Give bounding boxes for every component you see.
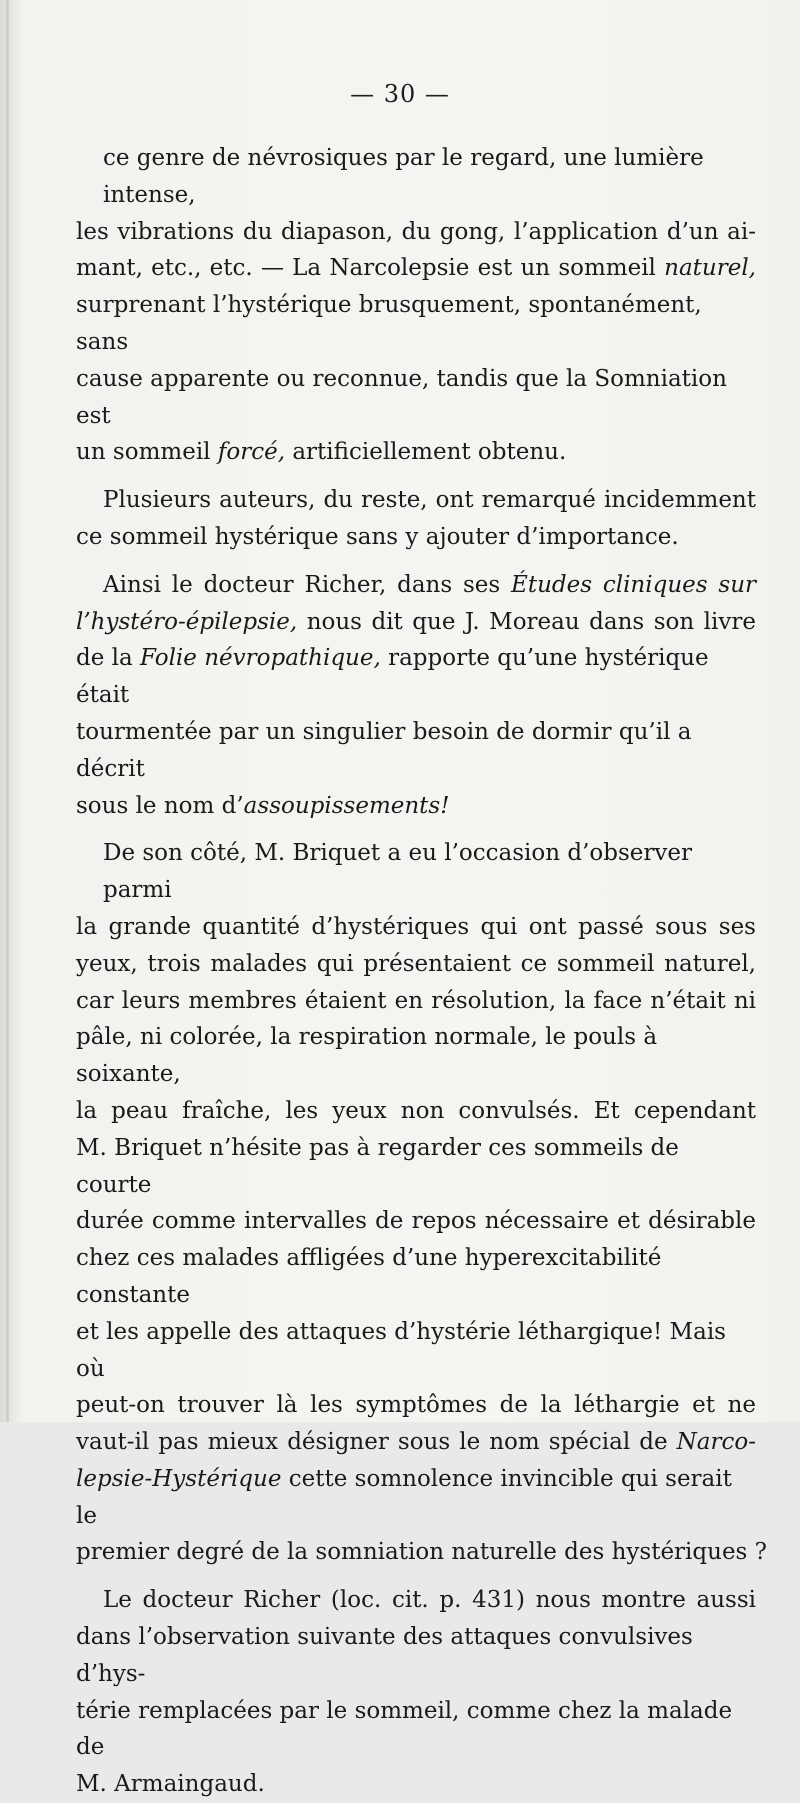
text-line [76, 567, 756, 604]
body-text [76, 140, 767, 1803]
text-line [76, 835, 756, 909]
text-line [76, 1766, 756, 1803]
text-line [76, 1314, 756, 1388]
text-segment: vaut-il pas mieux désigner sous le nom spécial de [76, 1429, 677, 1456]
text-segment: et les appelle des attaques d’hystérie léthargique! Mais où [76, 1318, 726, 1382]
text-segment: ce genre de névrosiques par le regard, une lumière intense, [103, 145, 704, 208]
text-line [76, 1019, 756, 1093]
text-segment: tourmentée par un singulier besoin de dormir qu’il a décrit [76, 718, 692, 782]
text-line [76, 1240, 756, 1314]
text-line [76, 909, 756, 946]
text-line [76, 1461, 756, 1535]
text-line [76, 714, 756, 788]
paragraph [76, 482, 756, 556]
text-line [76, 946, 756, 983]
text-line [76, 482, 756, 519]
text-segment: cette somnolence invincible qui serait le [76, 1465, 732, 1529]
text-segment: térie remplacées par le sommeil, comme chez la malade de [76, 1697, 733, 1761]
text-line [76, 1424, 756, 1461]
text-segment: yeux, trois malades qui présentaient ce sommeil naturel, [76, 950, 756, 977]
text-segment: peut-on trouver là les symptômes de la léthargie et ne [76, 1392, 756, 1419]
text-segment: ce sommeil hystérique sans y ajouter d’importance. [76, 523, 679, 550]
text-segment: Le docteur Richer (loc. cit. p. 431) nous montre aussi [103, 1587, 756, 1614]
text-segment: surprenant l’hystérique brusquement, spontanément, sans [76, 292, 702, 355]
text-segment: De son côté, M. Briquet a eu l’occasion d’observer parmi [103, 840, 692, 904]
italic-text: l’hystéro-épilepsie, [76, 608, 298, 635]
text-line [76, 640, 756, 714]
text-segment: les vibrations du diapason, du gong, l’application d’un ai- [76, 218, 756, 245]
text-line [76, 519, 756, 556]
italic-text: assoupissements! [243, 792, 450, 819]
italic-text: forcé, [217, 439, 286, 466]
text-line [76, 604, 756, 641]
text-line [76, 434, 756, 471]
text-line [76, 1619, 756, 1693]
italic-text: lepsie-Hystérique [76, 1465, 282, 1492]
text-segment: car leurs membres étaient en résolution, la face n’était ni [76, 987, 756, 1014]
paragraph [76, 140, 756, 471]
text-line [76, 140, 756, 214]
italic-text: naturel, [664, 255, 756, 282]
text-segment: la grande quantité d’hystériques qui ont passé sous ses [76, 913, 756, 940]
text-segment: chez ces malades affligées d’une hyperexcitabilité constante [76, 1245, 662, 1308]
text-segment: un sommeil [76, 439, 218, 466]
italic-text: Folie névropathique, [140, 645, 381, 672]
paragraph [76, 567, 756, 825]
text-segment: sous le nom d’ [76, 792, 244, 819]
text-line [76, 287, 756, 361]
text-line [76, 1203, 756, 1240]
paragraph [76, 1582, 756, 1803]
text-line [76, 1693, 756, 1767]
text-segment: Ainsi le docteur Richer, dans ses [103, 571, 512, 598]
text-line [76, 983, 756, 1020]
text-line [76, 214, 756, 251]
text-line [76, 1582, 756, 1619]
text-segment: M. Briquet n’hésite pas à regarder ces sommeils de courte [76, 1134, 679, 1198]
text-segment: nous dit que J. Moreau dans son livre [297, 608, 756, 635]
text-segment: Plusieurs auteurs, du reste, ont remarqué incidemment [103, 487, 756, 514]
paragraph [76, 835, 767, 1571]
text-segment: durée comme intervalles de repos nécessaire et désirable [76, 1208, 756, 1235]
text-segment: rapporte qu’une hystérique était [76, 645, 709, 709]
text-line [76, 1387, 756, 1424]
text-line [76, 361, 756, 435]
text-line [76, 250, 756, 287]
text-segment: cause apparente ou reconnue, tandis que la Somniation est [76, 365, 727, 429]
text-line [76, 788, 756, 825]
text-segment: de la [76, 645, 141, 672]
page-number: — 30 — [350, 80, 450, 108]
text-segment: artificiellement obtenu. [285, 439, 567, 466]
italic-text: Narco- [676, 1429, 756, 1456]
text-line [76, 1534, 767, 1571]
text-segment: dans l’observation suivante des attaques convulsives d’hys- [76, 1624, 693, 1687]
text-segment: pâle, ni colorée, la respiration normale, le pouls à soixante, [76, 1024, 658, 1088]
text-line [76, 1130, 756, 1204]
text-segment: M. Armaingaud. [76, 1771, 265, 1798]
text-segment: premier degré de la somniation naturelle des hystériques ? [76, 1539, 767, 1566]
text-line [76, 1093, 756, 1130]
italic-text: Études cliniques sur [511, 571, 756, 598]
text-segment: mant, etc., etc. — La Narcolepsie est un sommeil [76, 255, 665, 282]
text-segment: la peau fraîche, les yeux non convulsés. Et cependant [76, 1097, 756, 1124]
